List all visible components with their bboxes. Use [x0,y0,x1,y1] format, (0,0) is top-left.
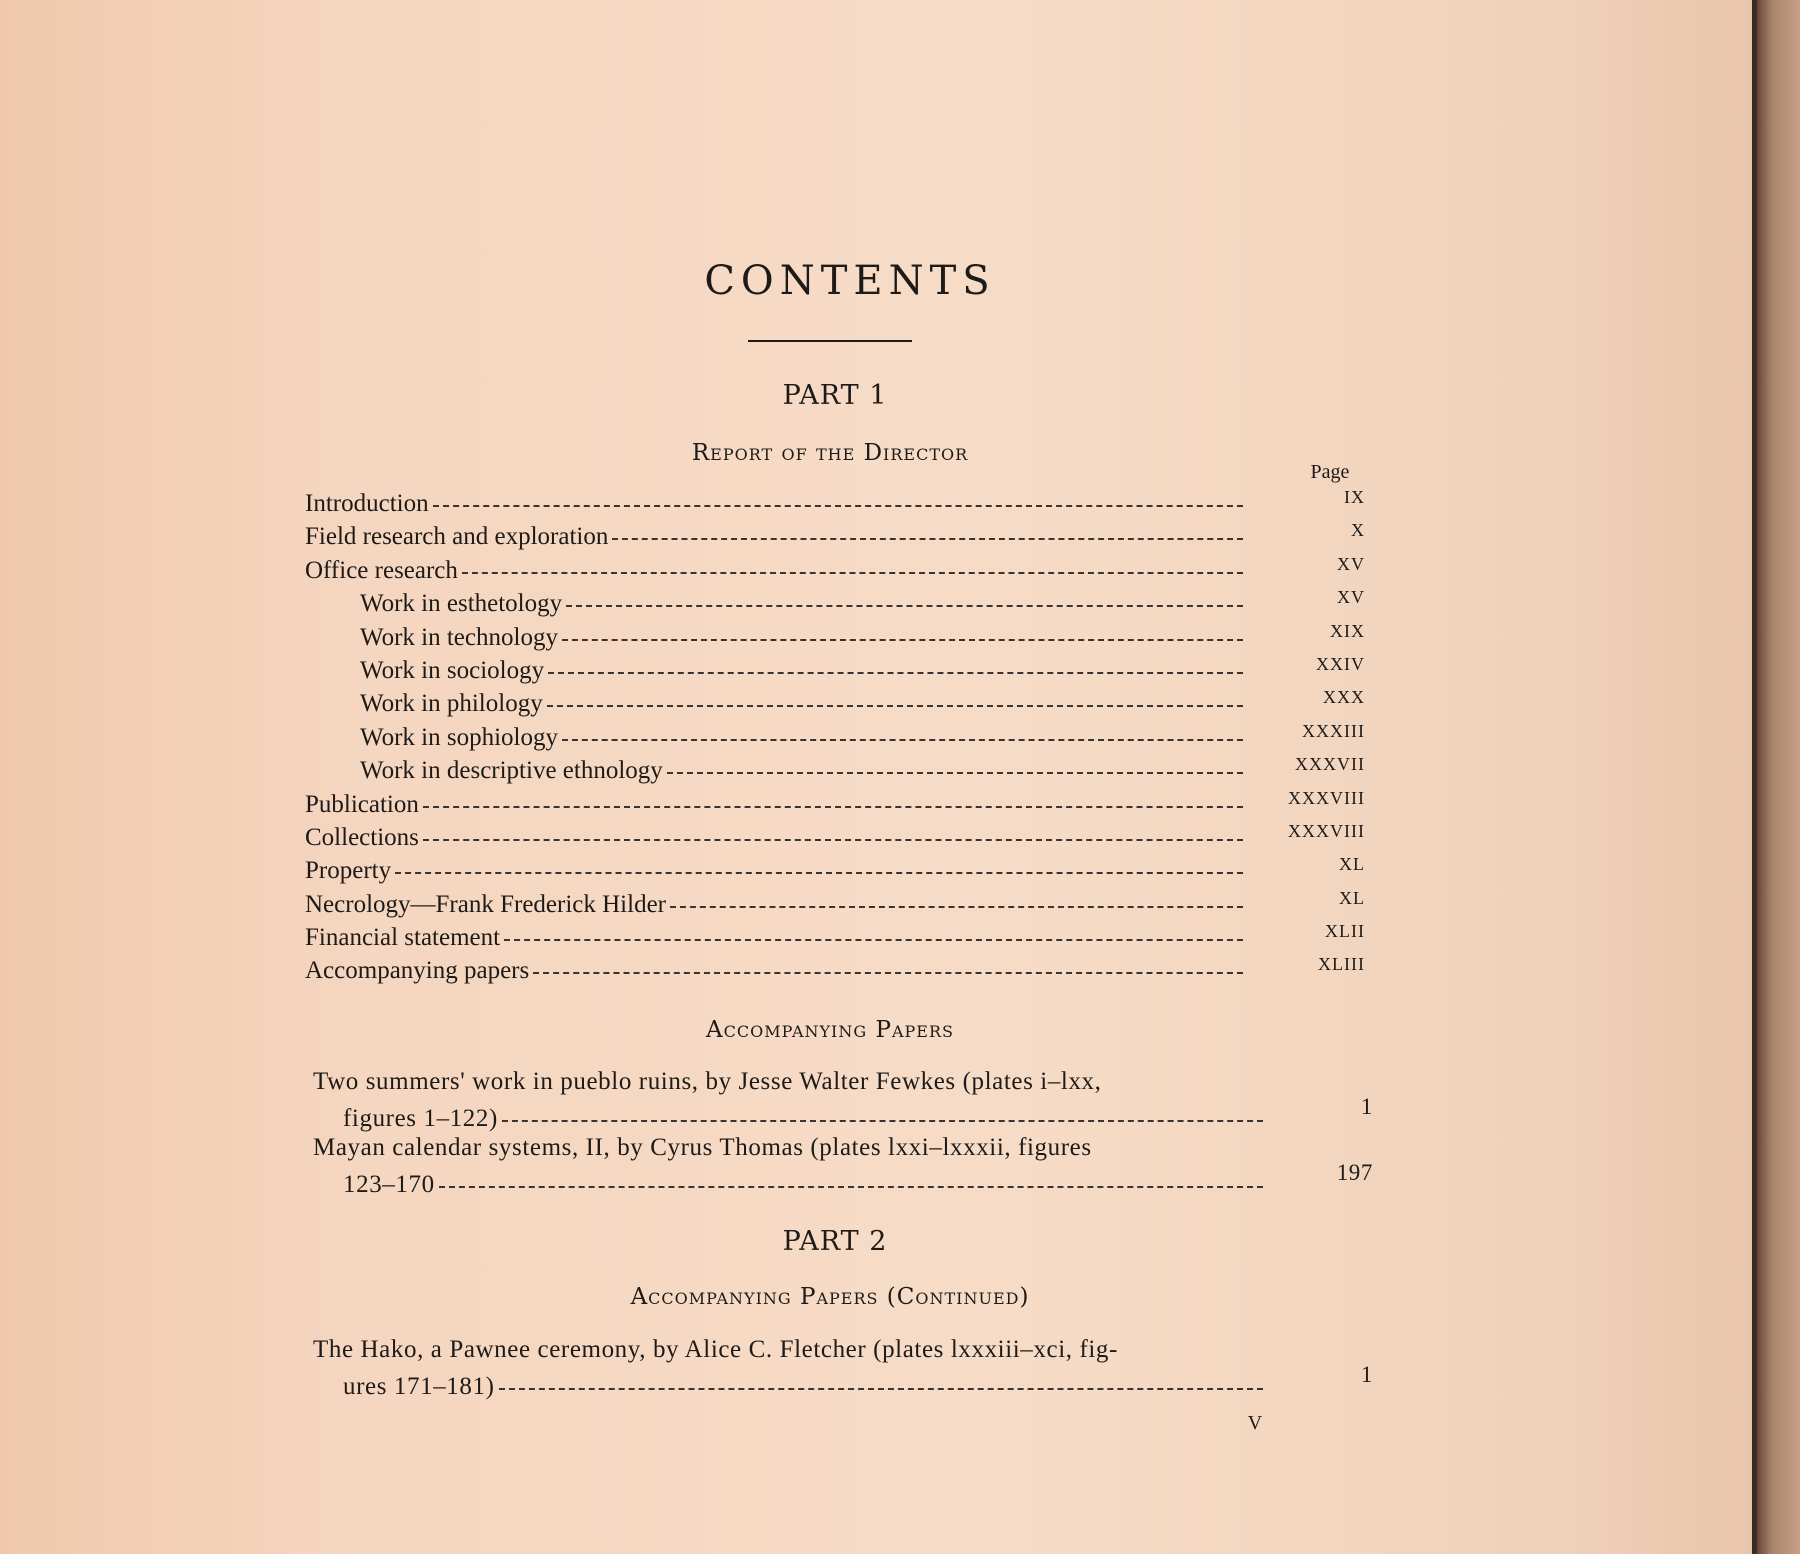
toc-entry [305,820,1365,857]
dot-leader [439,1186,1263,1188]
toc-entry-page: XLII [1325,921,1365,942]
toc-subentry [305,653,1365,690]
dot-leader [433,505,1243,507]
toc-entry-label: Work in technology [360,623,558,651]
dot-leader [533,972,1243,974]
toc-entry-label: Work in philology [360,690,543,718]
toc-entry-label: Publication [305,790,419,818]
paper-entry-title-end: 123–170 [343,1171,435,1198]
toc-subentry [305,620,1365,657]
dot-leader [566,605,1243,607]
book-spine-edge [1752,0,1800,1554]
toc-entry-label: Work in descriptive ethnology [360,757,663,785]
dot-leader [395,872,1243,874]
toc-subentry [305,587,1365,623]
toc-entry-page: XXXVIII [1288,820,1365,841]
toc-entry-label: Introduction [305,490,429,517]
dot-leader [612,538,1243,540]
dot-leader [462,572,1243,574]
toc-entry-page: XXXVII [1295,754,1365,775]
paper-entry [313,1068,1373,1133]
toc-entry-page: XXXIII [1302,720,1365,741]
toc-entry-page: X [1351,520,1365,541]
paper-entry-title: The Hako, a Pawnee ceremony, by Alice C. Fletcher (plates lxxxiii–xci, fig- [313,1336,1118,1363]
paper-entry [313,1134,1373,1199]
toc-subentry [305,754,1365,790]
dot-leader [423,806,1243,808]
dot-leader [499,1388,1263,1390]
toc-entry-page: XXXVIII [1288,787,1365,808]
toc-entry [305,921,1365,957]
toc-entry-label: Work in sophiology [360,723,558,751]
paper-entry-title: Mayan calendar systems, II, by Cyrus Thomas (plates lxxi–lxxxii, figures [313,1134,1092,1161]
toc-entry-page: XL [1339,887,1365,908]
toc-entry-label: Field research and exploration [305,523,609,551]
toc-entry-label: Collections [305,823,419,851]
toc-entry-page: XLIII [1318,954,1365,975]
toc-entry-label: Financial statement [305,924,501,952]
title-rule [748,340,912,342]
toc-entry-label: Accompanying papers [305,957,530,985]
toc-entry [305,854,1365,890]
paper-entry-continuation [313,1160,1373,1199]
dot-leader [667,772,1243,774]
toc-entry-page: XV [1337,553,1365,574]
dot-leader [502,1120,1263,1122]
dot-leader [547,705,1243,707]
paper-entry-title: Two summers' work in pueblo ruins, by Jesse Walter Fewkes (plates i–lxx, [313,1068,1102,1095]
toc-subentry [305,687,1365,723]
toc-entry [305,553,1365,590]
dot-leader [423,839,1243,841]
part1-heading: PART 1 [782,380,888,411]
toc-subentry [305,720,1365,757]
paper-entry-continuation [313,1094,1373,1133]
paper-entry-page: 1 [1360,1094,1373,1119]
accompanying-papers-continued-heading: Accompanying Papers (Continued) [630,1284,1030,1310]
toc-entry [305,954,1365,990]
paper-entry-title-end: figures 1–122) [343,1105,498,1132]
toc-entry-page: XL [1339,854,1365,875]
dot-leader [504,939,1243,941]
toc-entry-label: Work in sociology [360,656,545,684]
report-heading: Report of the Director [691,440,969,466]
toc-entry [305,887,1365,924]
toc-entry [305,787,1365,824]
toc-entry-page: XV [1337,587,1365,608]
toc-entry-label: Office research [305,556,458,584]
dot-leader [670,906,1243,908]
page-column-label: Page [1310,461,1350,483]
page-title: CONTENTS [704,258,996,304]
toc-entry-page: XXX [1323,687,1365,708]
toc-entry-page: IX [1344,487,1365,507]
dot-leader [562,639,1243,641]
toc-entry-label: Work in esthetology [360,590,563,618]
dot-leader [548,672,1243,674]
paper-entry-page: 197 [1336,1160,1373,1185]
paper-entry-page: 1 [1360,1362,1373,1387]
toc-entry-page: XIX [1330,620,1365,641]
toc-entry [305,520,1365,556]
accompanying-papers-heading: Accompanying Papers [706,1017,954,1043]
toc-entry [305,487,1365,523]
dot-leader [562,739,1243,741]
report-toc-list [305,487,1365,991]
paper-entry-title-end: ures 171–181) [343,1373,495,1400]
part2-heading: PART 2 [782,1226,888,1257]
paper-entry [313,1336,1373,1401]
toc-entry-label: Necrology—Frank Frederick Hilder [305,890,666,918]
toc-entry-page: XXIV [1316,653,1365,674]
toc-entry-label: Property [305,857,392,885]
page-number: V [1247,1412,1263,1434]
paper-entry-continuation [313,1362,1373,1401]
